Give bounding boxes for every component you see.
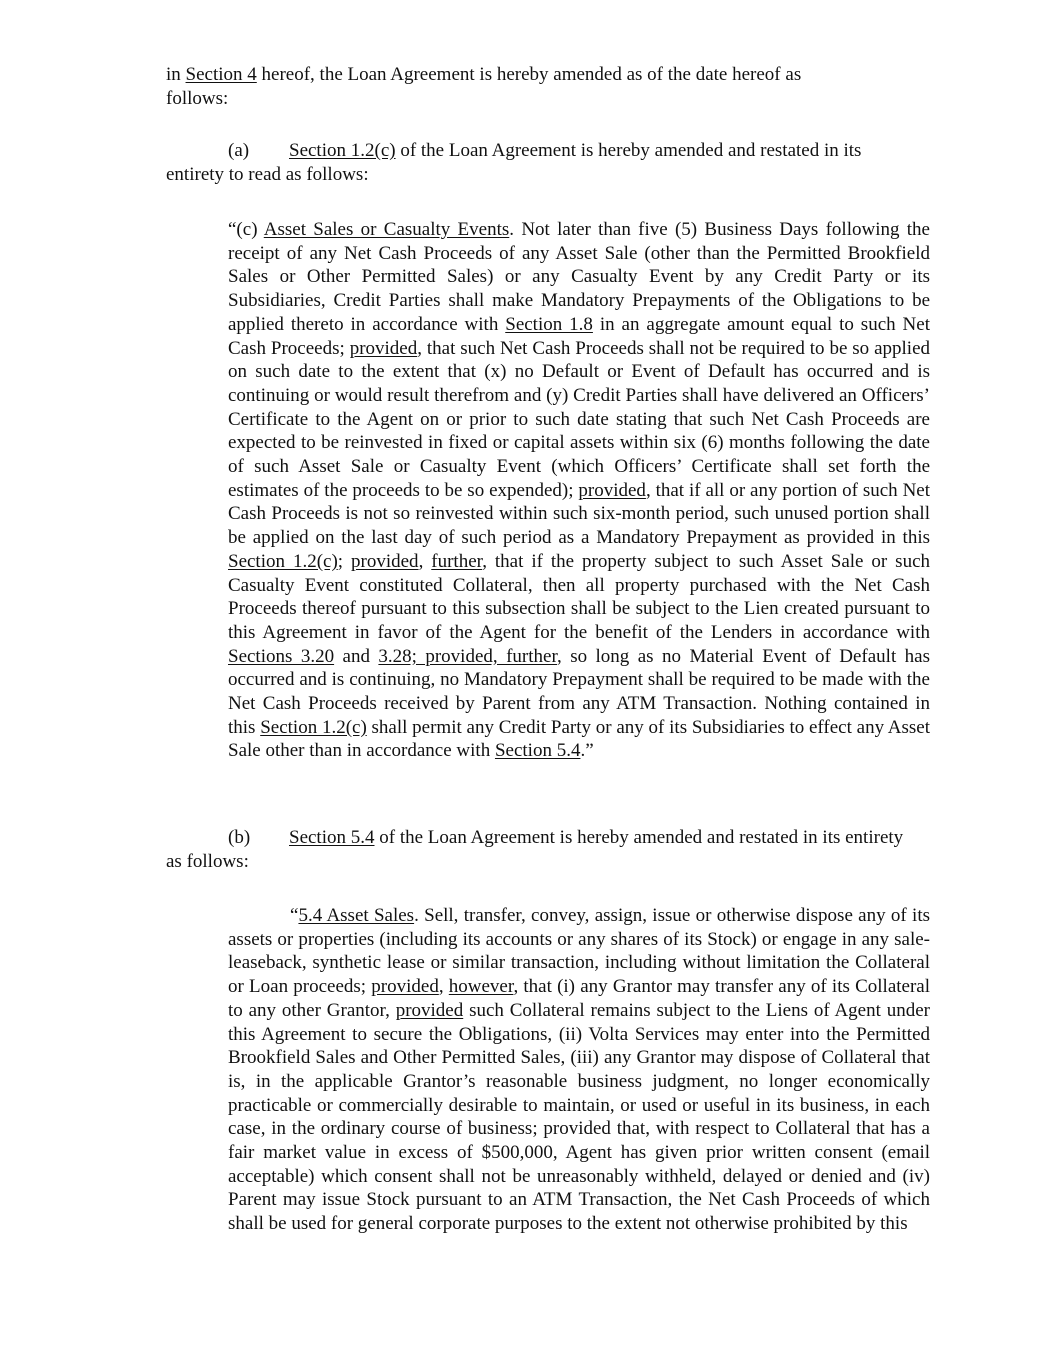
- section-5-4-ref: Section 5.4: [494, 740, 581, 762]
- paragraph-a-label: (a): [228, 140, 250, 161]
- paragraph-b: [166, 826, 906, 873]
- section-1-2c-ref: Section 1.2(c): [260, 716, 367, 738]
- further-term: further: [431, 550, 483, 572]
- quote-text: , that if the property subject to such Asset Sale or such Casualty Event constituted Collateral, then all property purchased with the Net Cash Proceeds thereof pursuant to this subsection shall be subject to the Lien created pursuant to this Agreement in favor of the Agent for the benefit of the Lenders in accordance with: [228, 550, 931, 643]
- intro-text: in: [166, 64, 186, 85]
- provided-term: provided: [578, 479, 646, 501]
- asset-sales-casualty-heading: Asset Sales or Casualty Events: [263, 219, 510, 240]
- paragraph-b-label: (b): [228, 827, 251, 848]
- provided-term: provided: [349, 337, 418, 359]
- section-5-4-ref: Section 5.4: [289, 827, 375, 848]
- provided-term: provided: [371, 976, 439, 998]
- intro-text-2: hereof, the Loan Agreement is hereby amended as of the date hereof as follows:: [166, 64, 802, 109]
- however-term: however: [448, 976, 514, 998]
- quote-open: “(c): [228, 219, 264, 240]
- quote-text: such Collateral remains subject to the Liens of Agent under this Agreement to secure the Obligations, (ii) Volta Services may enter into the Permitted Brookfield Sales and Other Permitted Sales, (iii) any Grantor may dispose of Collateral that is, in the applicable Grantor’s reasonable business judgment, no longer economically practicable or commercially desirable to maintain, or used or useful in its business, in each case, in the ordinary course of business; provided that, with respect to Collateral that has a fair market value in excess of $500,000, Agent has given prior written consent (email acceptable) which consent shall not be unreasonably withheld, delayed or denied and (iv) Parent may issue Stock pursuant to an ATM Transaction, the Net Cash Proceeds of which shall be used for general corporate purposes to the extent not otherwise prohibited by this: [228, 999, 930, 1235]
- quote-text: , that such Net Cash Proceeds shall not be required to be so applied on such date to the extent that (x) no Default or Event of Default has occurred and is continuing or would result therefrom and (y) Credit Parties shall have delivered an Officers’ Certificate to the Agent on or prior to such date stating that such Net Cash Proceeds are expected to be reinvested in fixed or capital assets within six (6) months following the date of such Asset Sale or Casualty Event (which Officers’ Certificate shall set forth the estimates of the proceeds to be so expended);: [228, 337, 931, 501]
- paragraph-b-text: of the Loan Agreement is hereby amended and restated in its entirety as follows:: [166, 827, 904, 872]
- quote-close: .”: [580, 740, 594, 762]
- paragraph-a-text: of the Loan Agreement is hereby amended and restated in its entirety to read as follows:: [166, 140, 862, 185]
- quote-text: and: [334, 645, 379, 667]
- section-4-ref: Section 4: [185, 64, 257, 85]
- quote-text: . Not later than five (5) Business Days following the receipt of any Net Cash Proceeds of any Asset Sale (other than the Permitted Brookfield Sales or Other Permitted Sales) or any Casualty Event by any Credit Party or its Subsidiaries, Credit Parties shall make Mandatory Prepayments of the Obligations to be applied thereto in accordance with: [228, 219, 930, 335]
- sections-3-20-ref: Sections 3.20: [228, 645, 335, 667]
- provided-term: provided: [351, 550, 419, 572]
- paragraph-a: [166, 139, 906, 186]
- quote-text: , that (i) any Grantor may transfer any of its Collateral to any other Grantor,: [228, 976, 930, 1021]
- section-1-2c-ref: Section 1.2(c): [228, 550, 338, 572]
- quote-text: . Sell, transfer, convey, assign, issue or otherwise dispose any of its assets or properties (including its accounts or any shares of its Stock) or engage in any sale-leaseback, synthetic lease or similar transaction, including without limitation the Collateral or Loan proceeds;: [228, 905, 931, 998]
- section-3-28-ref: 3.28; provided, further: [378, 645, 558, 667]
- quote-text: ;: [337, 550, 352, 572]
- quote-text: shall permit any Credit Party or any of its Subsidiaries to effect any Asset Sale other than in accordance with: [228, 716, 930, 762]
- quote-open: “: [290, 905, 299, 926]
- section-1-8-ref: Section 1.8: [505, 313, 593, 335]
- quote-section-5-4: [228, 904, 930, 1236]
- quote-text: , so long as no Material Event of Default has occurred and is continuing, no Mandatory Prepayment shall be required to be made with the Net Cash Proceeds received by Parent from any ATM Transaction. Nothing contained in this: [228, 645, 930, 738]
- asset-sales-heading: 5.4 Asset Sales: [298, 905, 415, 926]
- quote-text: ,: [418, 550, 432, 572]
- quote-text: in an aggregate amount equal to such Net Cash Proceeds;: [228, 313, 930, 359]
- quote-section-1-2c: [228, 218, 930, 763]
- quote-text: ,: [438, 976, 449, 998]
- section-1-2c-ref: Section 1.2(c): [289, 140, 396, 161]
- intro-paragraph: [166, 63, 866, 110]
- quote-text: , that if all or any portion of such Net Cash Proceeds is not so reinvested within such six-month period, such unused portion shall be applied on the last day of such period as a Mandatory Prepayment as provided in this: [228, 479, 930, 549]
- provided-term: provided: [395, 999, 464, 1021]
